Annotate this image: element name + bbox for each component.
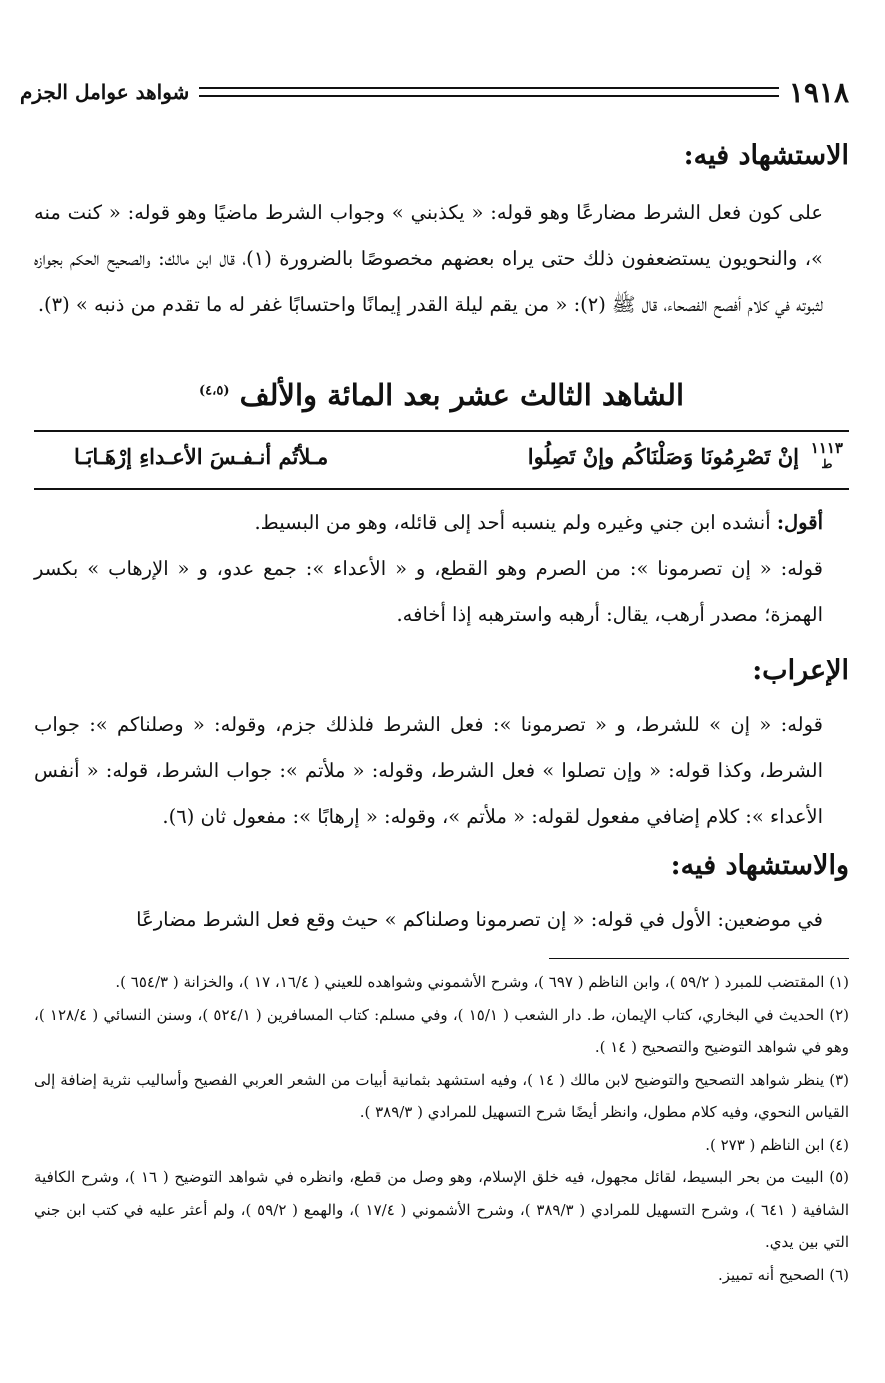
footnote-5: (٥) البيت من بحر البسيط، لقائل مجهول، فيه خلق الإسلام، وهو وصل من قطع، وانظره في شواهد التوضيح ( ١٦ )، وشرح الكافية الشافية ( ٦٤١ )، وشرح التسهيل للمرادي ( ٣٨٩/٣ )، وشرح الأشموني ( ١٧/٤ )، والهمع ( ٥٩/٢ )، ولم أعثر عليه في كتب ابن جني التي بين يدي. <box>34 1168 849 1251</box>
irab-body <box>34 702 849 840</box>
intro-section <box>34 140 849 171</box>
footnotes <box>34 966 849 1291</box>
verse-number <box>811 440 843 472</box>
intro-paragraph: على كون فعل الشرط مضارعًا وهو قوله: « يكذبني » وجواب الشرط ماضيًا وهو قوله: « كنت منه »، والنحويون يستضعفون ذلك حتى يراه بعضهم مخصوصًا بالضرورة (١)، قال ابن مالك: والصحيح الحكم بجوازه لثبوته في كلام أفصح الفصحاء، قال ﷺ (٢): « من يقم ليلة القدر إيمانًا واحتسابًا غفر له ما تقدم من ذنبه » (٣). <box>34 201 823 316</box>
section-title <box>34 378 849 412</box>
commentary-section <box>34 500 849 638</box>
page-number: ١٩١٨ <box>788 75 849 109</box>
header-double-rule <box>199 87 779 97</box>
commentary-label: أقول: <box>776 511 823 534</box>
shahid-paragraph: في موضعين: الأول في قوله: « إن تصرمونا وصلناكم » حيث وقع فعل الشرط مضارعًا <box>136 908 823 931</box>
verse-meter-mark: ط <box>821 457 833 471</box>
footnote-4: (٤) ابن الناظم ( ٢٧٣ ). <box>705 1135 849 1154</box>
shahid-section <box>34 850 849 881</box>
shahid-heading: والاستشهاد فيه: <box>670 850 849 881</box>
intro-body <box>34 190 849 328</box>
footnote-1: (١) المقتضب للمبرد ( ٥٩/٢ )، وابن الناظم ( ٦٩٧ )، وشرح الأشموني وشواهده للعيني ( ١٦/٤، ١٧ )، والخزانة ( ٦٥٤/٣ ). <box>115 973 849 991</box>
commentary-text-1: أنشده ابن جني وغيره ولم ينسبه أحد إلى قائله، وهو من البسيط. <box>254 511 777 534</box>
shahid-body <box>34 897 849 943</box>
commentary-paragraph-2: قوله: « إن تصرمونا »: من الصرم وهو القطع، و « الأعداء »: جمع عدو، و « الإرهاب » بكسر الهمزة؛ مصدر أرهب، يقال: أرهبه واسترهبه إذا أخافه. <box>34 557 823 626</box>
footnote-2: (٢) الحديث في البخاري، كتاب الإيمان، ط. دار الشعب ( ١٥/١ )، وفي مسلم: كتاب المسافرين ( ٥٢٤/١ )، وسنن النسائي ( ١٢٨/٤ )، وهو في شواهد التوضيح والتصحيح ( ١٤ ). <box>34 1005 849 1056</box>
irab-heading: الإعراب: <box>752 655 849 686</box>
page-header <box>20 72 849 112</box>
irab-section <box>34 655 849 686</box>
verse-second-hemistich: مـلأتُم أنـفـسَ الأعـداءِ إرْهَـابَـا <box>74 444 329 469</box>
section-title-refs: (٤،٥) <box>198 383 230 399</box>
commentary-paragraph-1 <box>34 500 849 546</box>
irab-paragraph: قوله: « إن » للشرط، و « تصرمونا »: فعل الشرط فلذلك جزم، وقوله: « وصلناكم »: جواب الشرط، وكذا قوله: « وإن تصلوا » فعل الشرط، وقوله: « ملأتم »: جواب الشرط، قوله: « أنفس الأعداء »: كلام إضافي مفعول لقوله: « ملأتم »، وقوله: « إرهابًا »: مفعول ثان (٦). <box>34 713 823 828</box>
footnote-separator <box>549 958 849 959</box>
verse-first-hemistich: إنْ تَصْرِمُونَا وَصَلْنَاكُم وإنْ تَصِلُوا <box>527 444 799 469</box>
intro-heading: الاستشهاد فيه: <box>683 140 849 171</box>
section-title-text: الشاهد الثالث عشر بعد المائة والألف <box>239 378 684 412</box>
verse-box <box>34 430 849 490</box>
verse-number-value: ١١١٣ <box>810 439 843 457</box>
running-title: شواهد عوامل الجزم <box>20 80 190 104</box>
footnote-6: (٦) الصحيح أنه تمييز. <box>717 1265 849 1284</box>
footnote-3: (٣) ينظر شواهد التصحيح والتوضيح لابن مالك ( ١٤ )، وفيه استشهد بثمانية أبيات من الشعر العربي الفصيح وأساليب نثرية إضافة إلى القياس النحوي، وفيه كلام مطول، وانظر أيضًا شرح التسهيل للمرادي ( ٣٨٩/٣ ). <box>34 1070 849 1121</box>
